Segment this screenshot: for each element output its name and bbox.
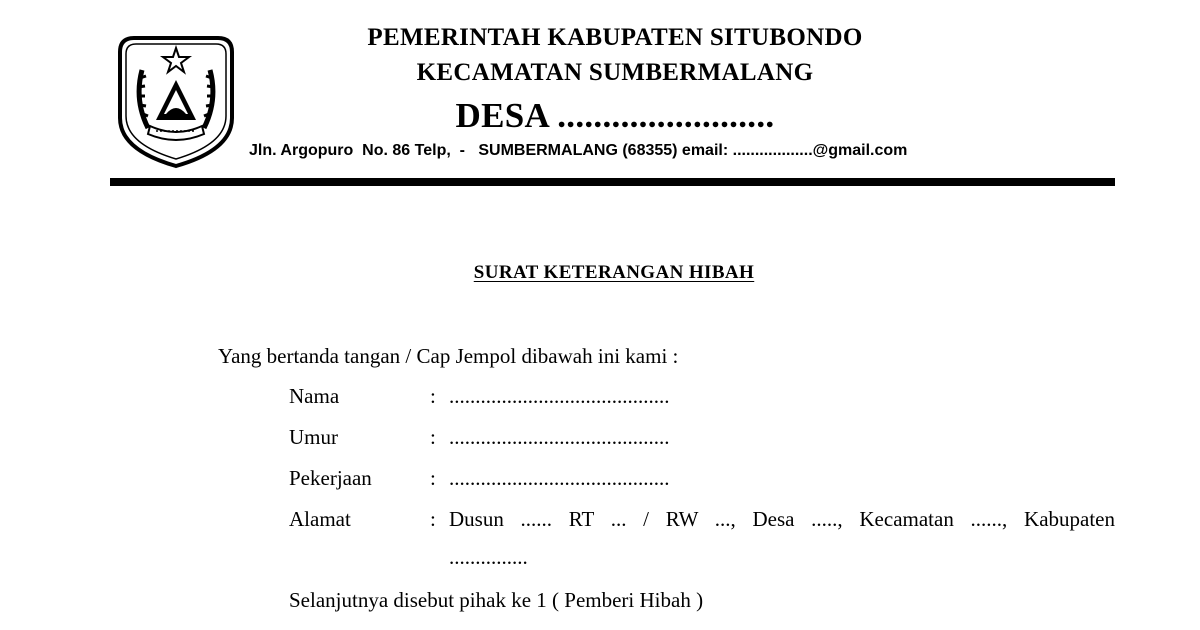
field-colon: : bbox=[430, 384, 436, 408]
village-heading: DESA ........................ bbox=[455, 96, 775, 135]
field-value-alamat-continued: ............... bbox=[449, 545, 528, 569]
regency-coat-of-arms-icon bbox=[112, 30, 240, 170]
government-heading: PEMERINTAH KABUPATEN SITUBONDO bbox=[367, 24, 863, 51]
district-heading: KECAMATAN SUMBERMALANG bbox=[416, 59, 814, 86]
field-value-umur: .......................................... bbox=[449, 425, 670, 449]
party-one-statement: Selanjutnya disebut pihak ke 1 ( Pemberi Hibah ) bbox=[289, 588, 704, 612]
field-value-nama: .......................................... bbox=[449, 384, 670, 408]
field-colon: : bbox=[430, 507, 436, 531]
letterhead-address: Jln. Argopuro No. 86 Telp, - SUMBERMALANG (68355) email: ..................@gmail.com bbox=[249, 142, 908, 159]
intro-text: Yang bertanda tangan / Cap Jempol dibawah ini kami : bbox=[218, 344, 679, 368]
field-label-pekerjaan: Pekerjaan bbox=[289, 466, 372, 490]
field-colon: : bbox=[430, 425, 436, 449]
letterhead-divider bbox=[110, 178, 1115, 186]
document-title: SURAT KETERANGAN HIBAH bbox=[473, 262, 755, 283]
field-label-alamat: Alamat bbox=[289, 507, 351, 531]
field-colon: : bbox=[430, 466, 436, 490]
field-value-pekerjaan: .......................................... bbox=[449, 466, 670, 490]
field-value-alamat: Dusun ...... RT ... / RW ..., Desa ....., Kecamatan ......, Kabupaten bbox=[449, 507, 1115, 531]
field-label-nama: Nama bbox=[289, 384, 340, 408]
field-label-umur: Umur bbox=[289, 425, 338, 449]
